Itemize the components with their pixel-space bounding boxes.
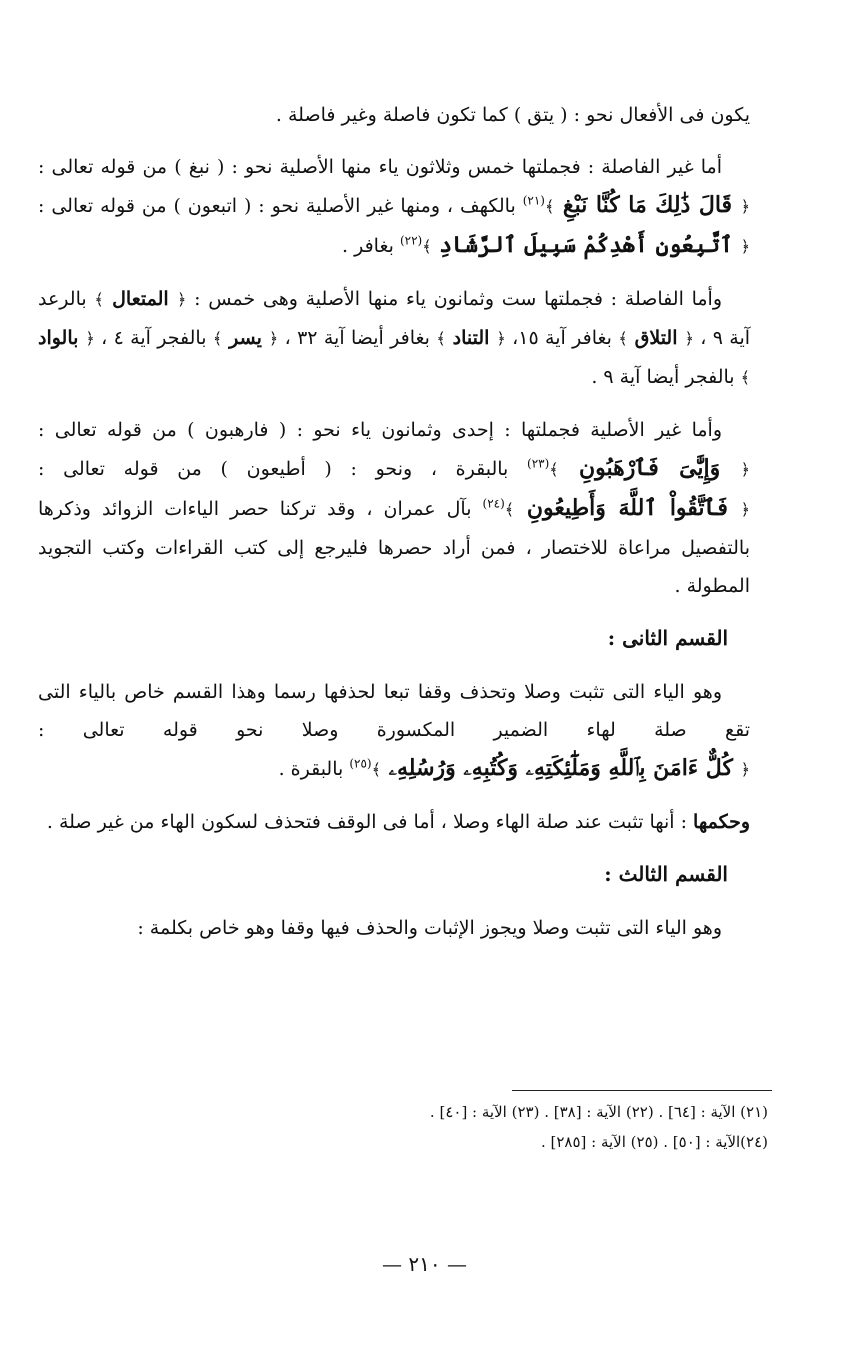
ornament-open: ﴿ [740,237,750,256]
quran-verse [505,495,750,521]
verse-text: كُلٌّ ءَامَنَ بِٱللَّهِ وَمَلَٰٓئِكَتِهِۦ وَكُتُبِهِۦ وَرُسُلِهِۦ [388,755,733,781]
ornament-open: ﴿ [496,329,506,348]
paragraph-second-section [38,673,750,789]
quran-verse [372,755,750,781]
footnote-ref: (٢٥) [349,756,372,771]
paragraph-1 [38,96,750,134]
verse-text: ٱتَّبِعُونِ أَهْدِكُمْ سَبِيلَ ٱلرَّشَادِ [439,232,733,258]
ornament-open: ﴿ [684,329,694,348]
footnote-line-1: (٢١) الآية : [٦٤] . (٢٢) الآية : [٣٨] . (٢٣) الآية : [٤٠] . [429,1103,768,1121]
paragraph-text: بالبقرة . [278,758,344,780]
word-text: المتعال [112,288,169,310]
quran-verse [549,455,750,481]
footnote-ref: (٢٤) [482,496,505,511]
ornament-open: ﴿ [740,460,750,479]
paragraph-text: بالبقرة ، ونحو : ( أطيعون ) من قوله تعالى : [38,458,509,480]
paragraph-ruling [38,803,750,841]
page-number: — ٢١٠ — [382,1252,467,1276]
footnote-ref: (٢٢) [399,233,423,248]
ornament-close: ﴾ [212,329,223,348]
verse-text: قَالَ ذَٰلِكَ مَا كُنَّا نَبْغِ [562,192,733,218]
paragraph-text: أما غير الفاصلة : فجملتها خمس وثلاثون ياء منها الأصلية نحو : ( نبغ ) من قوله تعالى : [38,156,722,178]
ornament-open: ﴿ [740,500,750,519]
quran-verse [422,232,750,258]
ornament-close: ﴾ [436,329,446,348]
word-text: التلاق [634,327,678,349]
paragraph-text: بغافر أيضا آية ٣٢ ، [284,327,430,349]
quran-verse [545,192,750,218]
section-heading-third: القسم الثالث : [604,862,728,886]
paragraph-text: بغافر آية ١٥، [512,327,612,349]
ornament-open: ﴿ [176,290,187,309]
paragraph-text: وأما غير الأصلية فجملتها : إحدى وثمانون ياء نحو : ( فارهبون ) من قوله تعالى : [38,419,722,441]
ruling-label: وحكمها [693,811,750,833]
paragraph-text: بالكهف ، ومنها غير الأصلية نحو : ( اتبعون ) من قوله تعالى : [38,195,516,217]
word-text: التناد [452,327,490,349]
footnote-line-2: (٢٤)الآية : [٥٠] . (٢٥) الآية : [٢٨٥] . [540,1133,768,1151]
ornament-close: ﴾ [504,500,515,519]
quran-word [436,327,505,349]
ornament-close: ﴾ [371,760,381,779]
ornament-open: ﴿ [268,329,279,348]
paragraph-text: : أنها تثبت عند صلة الهاء وصلا ، أما فى الوقف فتحذف لسكون الهاء من غير صلة . [46,811,687,833]
paragraph-fasila [38,280,750,397]
footnote-divider [512,1090,772,1091]
ornament-close: ﴾ [740,368,750,387]
verse-text: فَٱتَّقُواْ ٱللَّهَ وَأَطِيعُونِ [526,495,728,521]
paragraph-non-asliya [38,411,750,605]
quran-word [618,327,694,349]
ornament-open: ﴿ [740,760,750,779]
ornament-close: ﴾ [422,237,432,256]
footnote-ref: (٢١) [522,193,545,208]
page-body [38,96,750,961]
paragraph-text: وهو الياء التى تثبت وصلا ويجوز الإثبات والحذف فيها وقفا وهو خاص بكلمة : [137,917,722,939]
ornament-close: ﴾ [618,329,628,348]
paragraph-text: بآل عمران ، وقد تركنا حصر الياءات الزوائد وذكرها بالتفصيل مراعاة للاختصار ، فمن أراد حصرها فليرجع إلى كتب القراءات وكتب التجويد المطولة . [38,498,750,597]
paragraph-non-fasila [38,148,750,266]
footnotes [38,1090,772,1157]
ornament-open: ﴿ [740,197,750,216]
footnote-ref: (٢٣) [527,456,550,471]
paragraph-text: بغافر . [342,235,394,257]
ornament-close: ﴾ [549,460,559,479]
ornament-close: ﴾ [94,290,104,309]
quran-word [94,288,186,310]
ornament-close: ﴾ [544,197,555,216]
paragraph-text: وهو الياء التى تثبت وصلا وتحذف وقفا تبعا لحذفها رسما وهذا القسم خاص بالياء التى تقع صلة لهاء الضمير المكسورة وصلا نحو قوله تعالى : [38,681,750,741]
ornament-open: ﴿ [85,329,95,348]
word-text: بالواد [38,327,79,349]
paragraph-1-text: يكون فى الأفعال نحو : ( يتق ) كما تكون فاصلة وغير فاصلة . [275,104,750,126]
section-heading-second: القسم الثانى : [607,626,728,650]
paragraph-third-section [38,909,750,947]
paragraph-text: بالفجر آية ٤ ، [101,327,207,349]
paragraph-text: بالفجر أيضا آية ٩ . [591,366,735,388]
word-text: يسر [229,327,262,349]
paragraph-text: وأما الفاصلة : فجملتها ست وثمانون ياء منها الأصلية وهى خمس : [194,288,723,310]
verse-text: وَإِيَّٰىَ فَٱرْهَبُونِ [578,455,721,481]
paragraph-text: بالرعد آية ٩ ، [38,288,751,349]
quran-word [213,327,278,349]
